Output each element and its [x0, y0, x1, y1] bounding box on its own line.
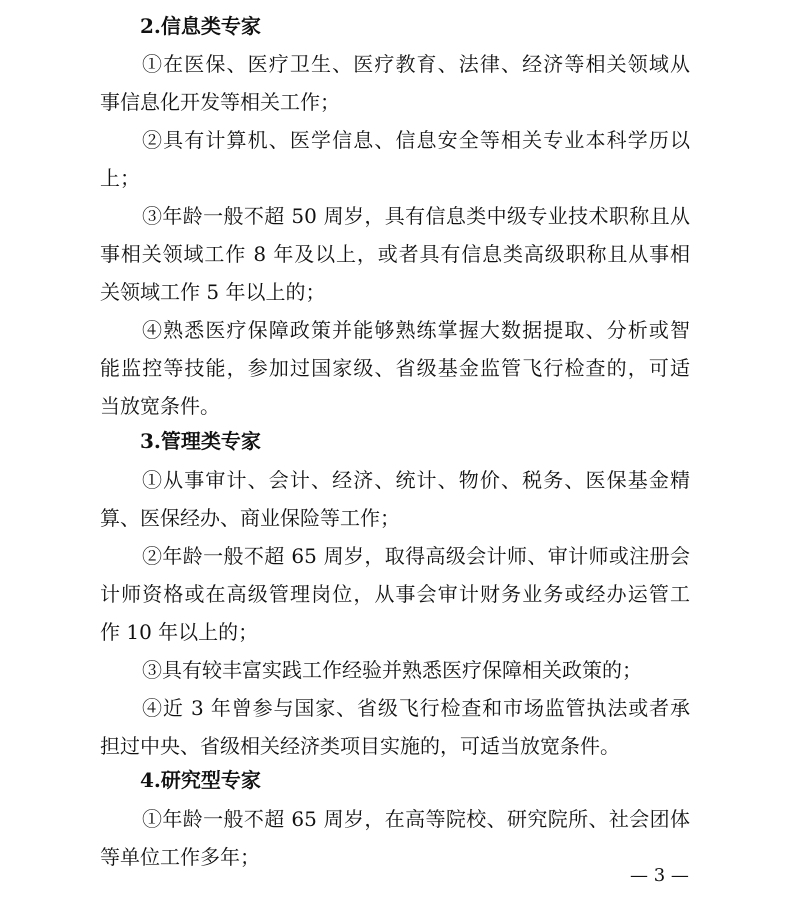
paragraph-line: ③年龄一般不超 50 周岁，具有信息类中级专业技术职称且从	[142, 204, 690, 228]
section-heading-research: 4.研究型专家	[140, 768, 261, 792]
paragraph-line: 关领域工作 5 年以上的；	[100, 280, 326, 304]
paragraph-line: ④近 3 年曾参与国家、省级飞行检查和市场监管执法或者承	[142, 696, 690, 720]
paragraph-line: ①年龄一般不超 65 周岁，在高等院校、研究院所、社会团体	[142, 807, 690, 831]
paragraph-line: ②具有计算机、医学信息、信息安全等相关专业本科学历以	[142, 128, 690, 152]
paragraph-line: 事相关领域工作 8 年及以上，或者具有信息类高级职称且从事相	[100, 242, 690, 266]
paragraph-line: 事信息化开发等相关工作；	[100, 90, 340, 114]
paragraph-line: 能监控等技能，参加过国家级、省级基金监管飞行检查的，可适	[100, 356, 690, 380]
paragraph-line: ①从事审计、会计、经济、统计、物价、税务、医保基金精	[142, 468, 690, 492]
paragraph-line: 当放宽条件。	[100, 394, 220, 418]
page-number: — 3 —	[630, 865, 689, 886]
paragraph-line: ②年龄一般不超 65 周岁，取得高级会计师、审计师或注册会	[142, 544, 690, 568]
paragraph-line: 作 10 年以上的；	[100, 620, 259, 644]
paragraph-line: ③具有较丰富实践工作经验并熟悉医疗保障相关政策的；	[142, 658, 642, 682]
paragraph-line: 算、医保经办、商业保险等工作；	[100, 506, 400, 530]
paragraph-line: ④熟悉医疗保障政策并能够熟练掌握大数据提取、分析或智	[142, 318, 690, 342]
paragraph-line: 计师资格或在高级管理岗位，从事会审计财务业务或经办运管工	[100, 582, 690, 606]
section-heading-management: 3.管理类专家	[140, 429, 261, 453]
paragraph-line: 上；	[100, 166, 140, 190]
paragraph-line: 担过中央、省级相关经济类项目实施的，可适当放宽条件。	[100, 734, 620, 758]
paragraph-line: 等单位工作多年；	[100, 845, 260, 869]
section-heading-info: 2.信息类专家	[140, 14, 261, 38]
paragraph-line: ①在医保、医疗卫生、医疗教育、法律、经济等相关领域从	[142, 52, 690, 76]
